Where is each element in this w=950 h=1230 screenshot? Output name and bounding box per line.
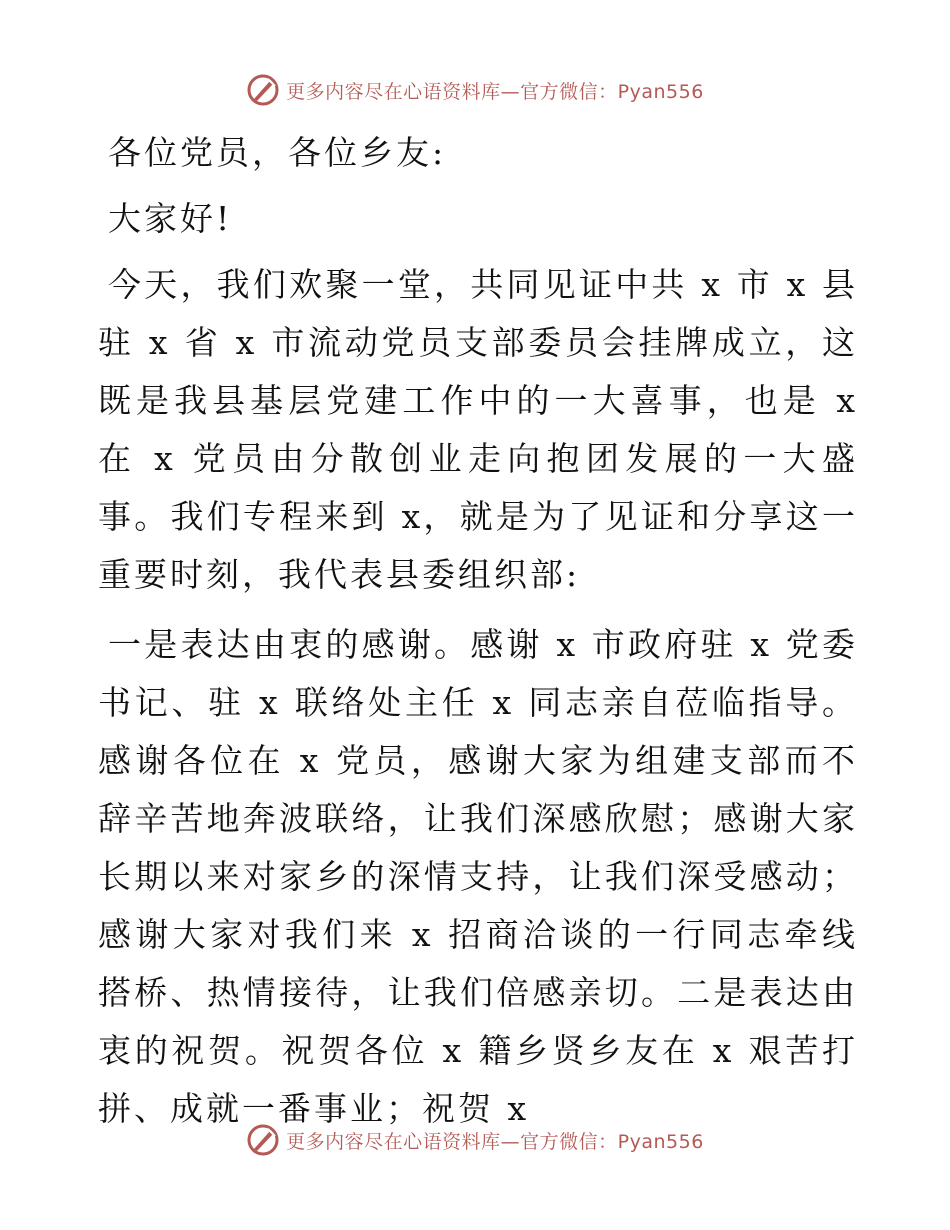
quill-logo-icon bbox=[246, 1123, 280, 1157]
hello-line: 大家好! bbox=[108, 199, 233, 238]
watermark-text: 更多内容尽在心语资料库—官方微信：Pyan556 bbox=[286, 1130, 704, 1153]
paragraph-2: 一是表达由衷的感谢。感谢 x 市政府驻 x 党委书记、驻 x 联络处主任 x 同志亲自莅临指导。感谢各位在 x 党员，感谢大家为组建支部而不辞辛苦地奔波联络，让我们深感欣慰；感谢大家长期以来对家乡的深情支持，让我们深受感动；感谢大家对我们来 x 招商洽谈的一行同志牵线搭桥、热情接待，让我们倍感亲切。二是表达由衷的祝贺。祝贺各位 x 籍乡贤乡友在 x 艰苦打拼、成就一番事业；祝贺 x bbox=[98, 625, 858, 1128]
quill-logo-icon bbox=[246, 73, 280, 107]
document-body bbox=[98, 124, 858, 1138]
header-watermark bbox=[0, 70, 950, 110]
footer-watermark bbox=[0, 1120, 950, 1160]
paragraph-1: 今天，我们欢聚一堂，共同见证中共 x 市 x 县驻 x 省 x 市流动党员支部委员会挂牌成立，这既是我县基层党建工作中的一大喜事，也是 x 在 x 党员由分散创业走向抱团发展的一大盛事。我们专程来到 x，就是为了见证和分享这一重要时刻，我代表县委组织部: bbox=[98, 265, 858, 594]
greeting-line: 各位党员，各位乡友: bbox=[108, 133, 447, 172]
watermark-text: 更多内容尽在心语资料库—官方微信：Pyan556 bbox=[286, 80, 704, 103]
